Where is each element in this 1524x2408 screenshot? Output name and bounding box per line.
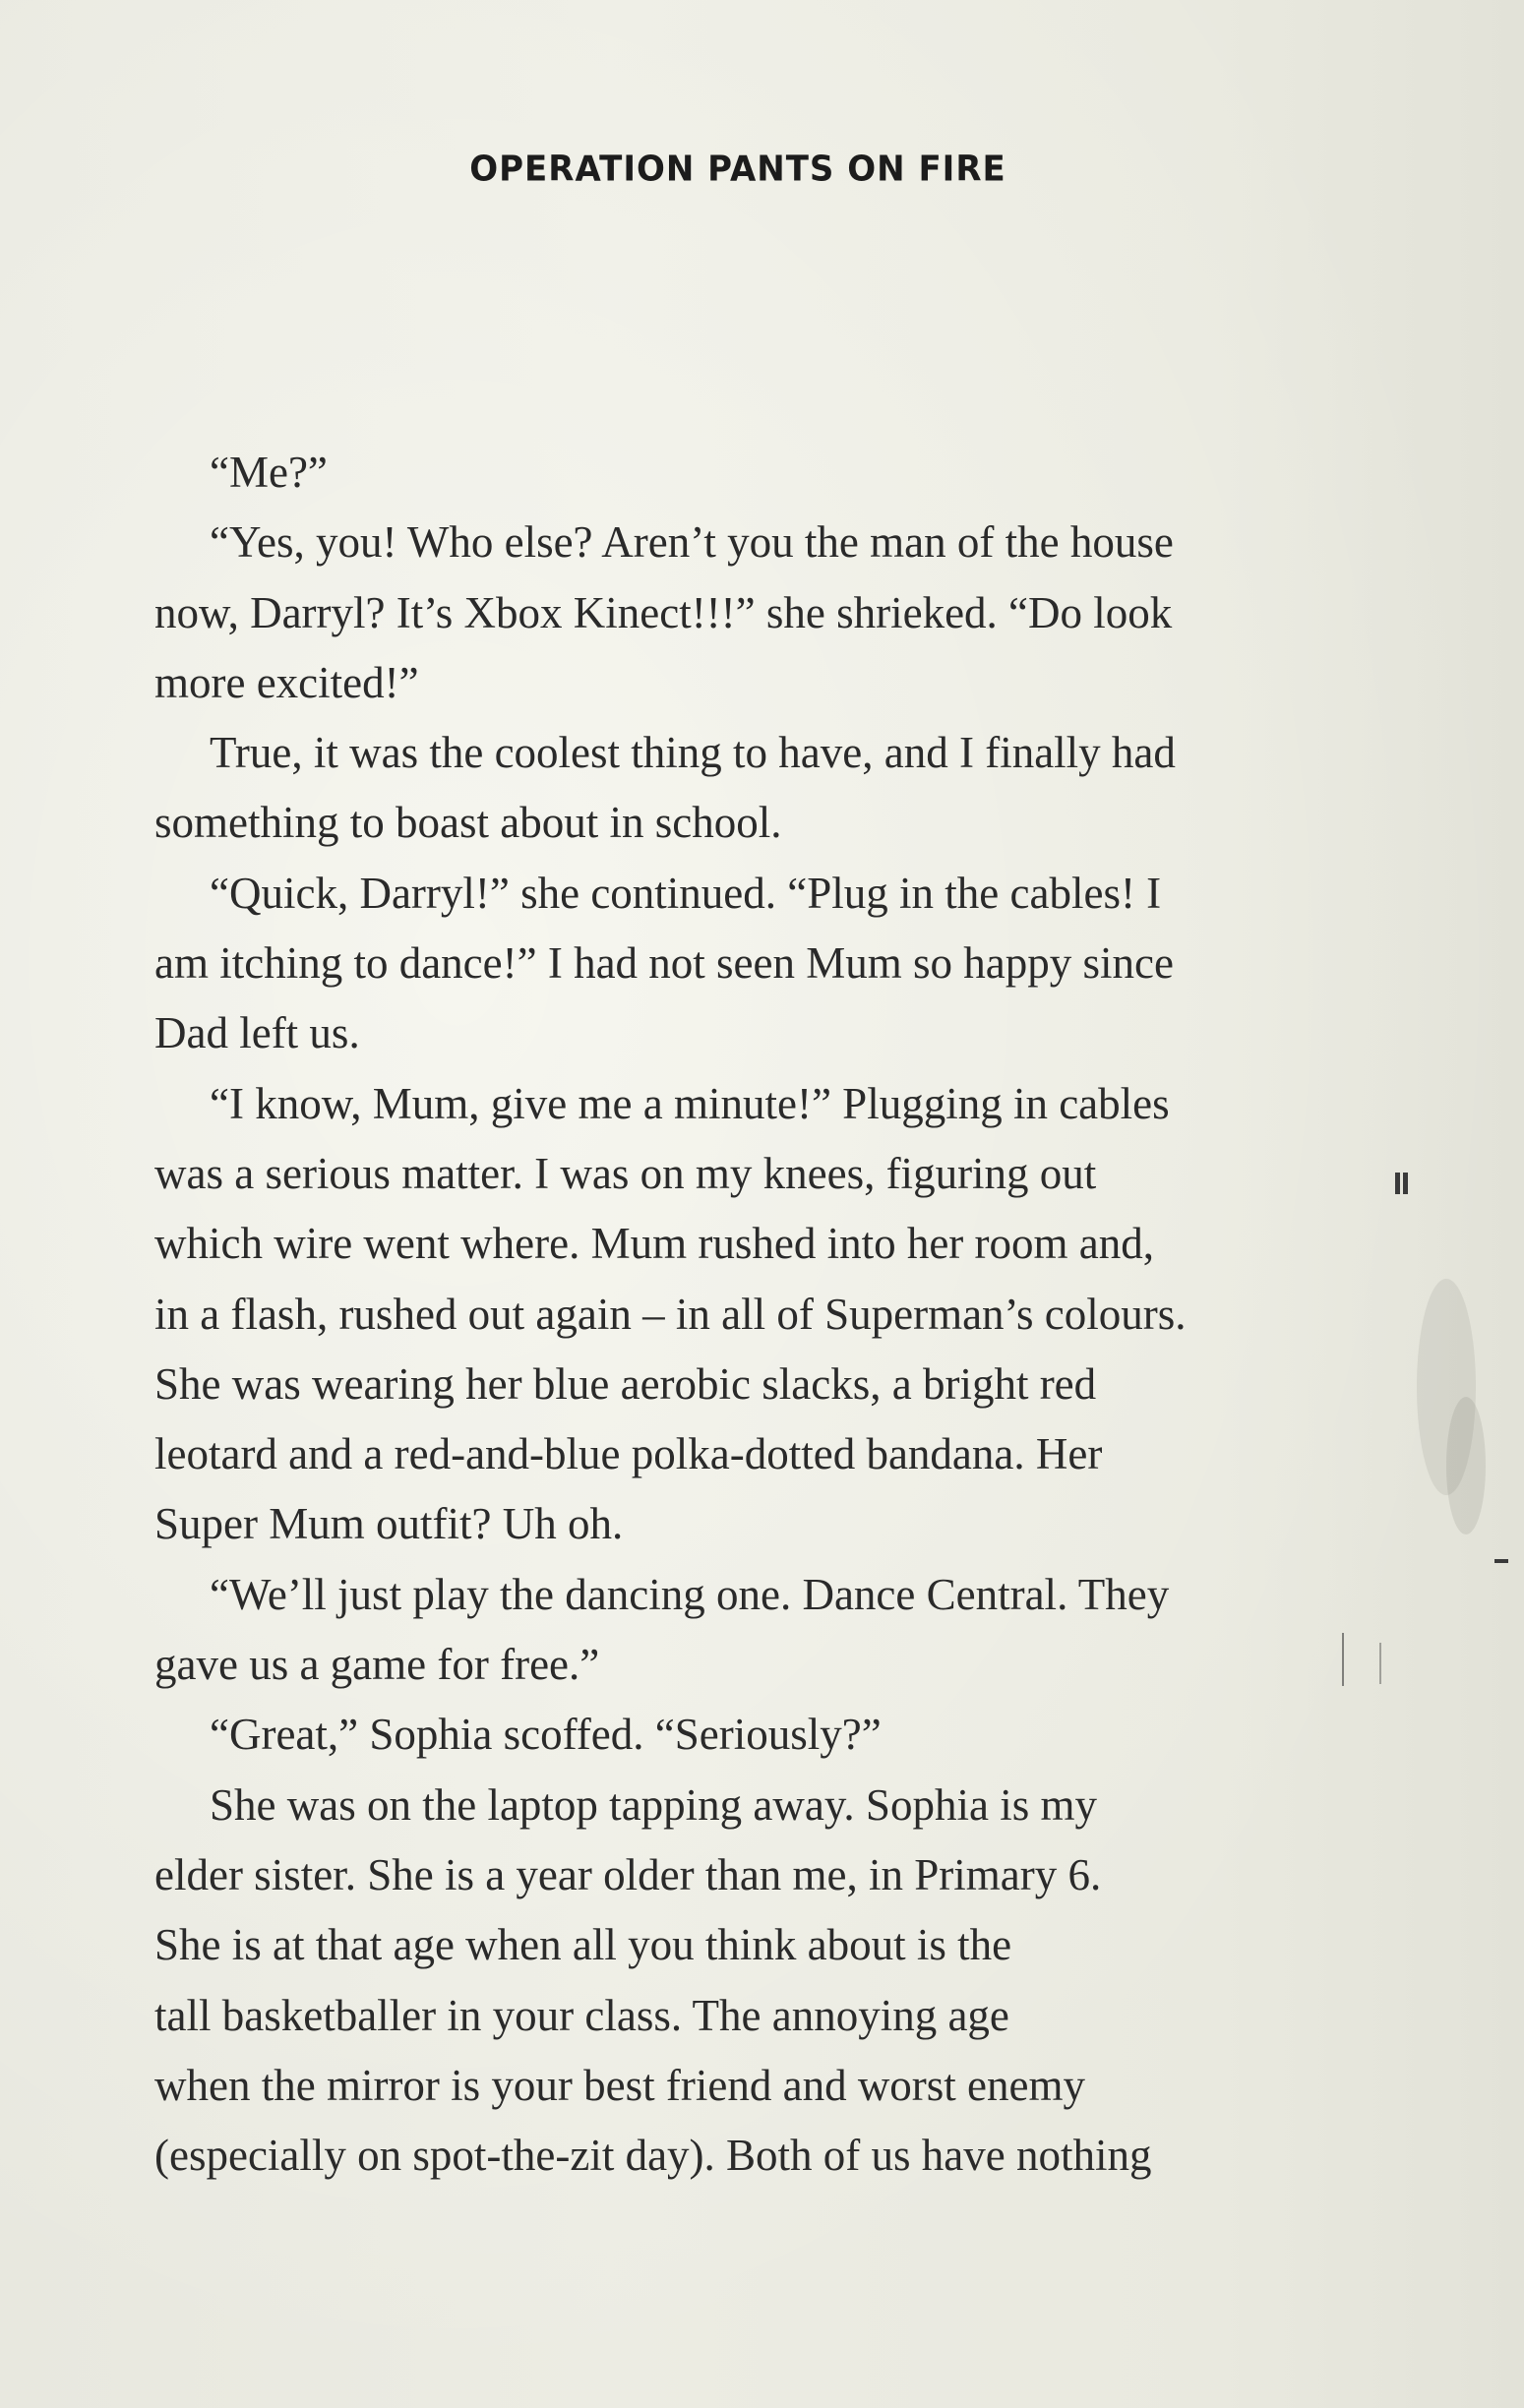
text-line: tall basketballer in your class. The annoying age bbox=[154, 1990, 1009, 2040]
text-line: am itching to dance!” I had not seen Mum so happy since bbox=[154, 938, 1174, 989]
text-line: in a flash, rushed out again – in all of Superman’s colours. bbox=[154, 1289, 1187, 1339]
text-line: True, it was the coolest thing to have, and I finally had bbox=[210, 728, 1176, 778]
text-line: “I know, Mum, give me a minute!” Plugging in cables bbox=[210, 1078, 1170, 1128]
scan-mark bbox=[1395, 1173, 1400, 1194]
text-line: (especially on spot-the-zit day). Both of us have nothing bbox=[154, 2131, 1152, 2181]
running-head: OPERATION PANTS ON FIRE bbox=[469, 149, 1006, 190]
scan-mark bbox=[1342, 1633, 1344, 1686]
text-line: something to boast about in school. bbox=[154, 798, 782, 848]
scan-smudge bbox=[1446, 1397, 1486, 1535]
text-line: more excited!” bbox=[154, 657, 419, 707]
text-line: gave us a game for free.” bbox=[154, 1640, 600, 1690]
text-line: “We’ll just play the dancing one. Dance Central. They bbox=[210, 1569, 1170, 1619]
text-line: She was wearing her blue aerobic slacks, a bright red bbox=[154, 1358, 1097, 1409]
body-text bbox=[154, 438, 1335, 2191]
text-line: was a serious matter. I was on my knees, figuring out bbox=[154, 1148, 1097, 1198]
text-line: She is at that age when all you think about is the bbox=[154, 1920, 1012, 1970]
text-line: “Me?” bbox=[210, 448, 328, 497]
text-line: “Yes, you! Who else? Aren’t you the man of the house bbox=[210, 517, 1174, 568]
text-line: Super Mum outfit? Uh oh. bbox=[154, 1499, 624, 1549]
text-line: leotard and a red-and-blue polka-dotted bandana. Her bbox=[154, 1429, 1103, 1479]
text-line: She was on the laptop tapping away. Sophia is my bbox=[210, 1779, 1097, 1830]
text-line: which wire went where. Mum rushed into her room and, bbox=[154, 1219, 1154, 1269]
text-line: Dad left us. bbox=[154, 1008, 360, 1058]
text-line: elder sister. She is a year older than me, in Primary 6. bbox=[154, 1849, 1102, 1899]
scan-mark bbox=[1403, 1173, 1408, 1194]
text-line: now, Darryl? It’s Xbox Kinect!!!” she shrieked. “Do look bbox=[154, 587, 1173, 637]
text-line: “Quick, Darryl!” she continued. “Plug in the cables! I bbox=[210, 868, 1162, 918]
text-line: when the mirror is your best friend and worst enemy bbox=[154, 2060, 1086, 2110]
text-line: “Great,” Sophia scoffed. “Seriously?” bbox=[210, 1710, 882, 1760]
scan-mark bbox=[1494, 1559, 1508, 1563]
scan-mark bbox=[1379, 1643, 1381, 1684]
